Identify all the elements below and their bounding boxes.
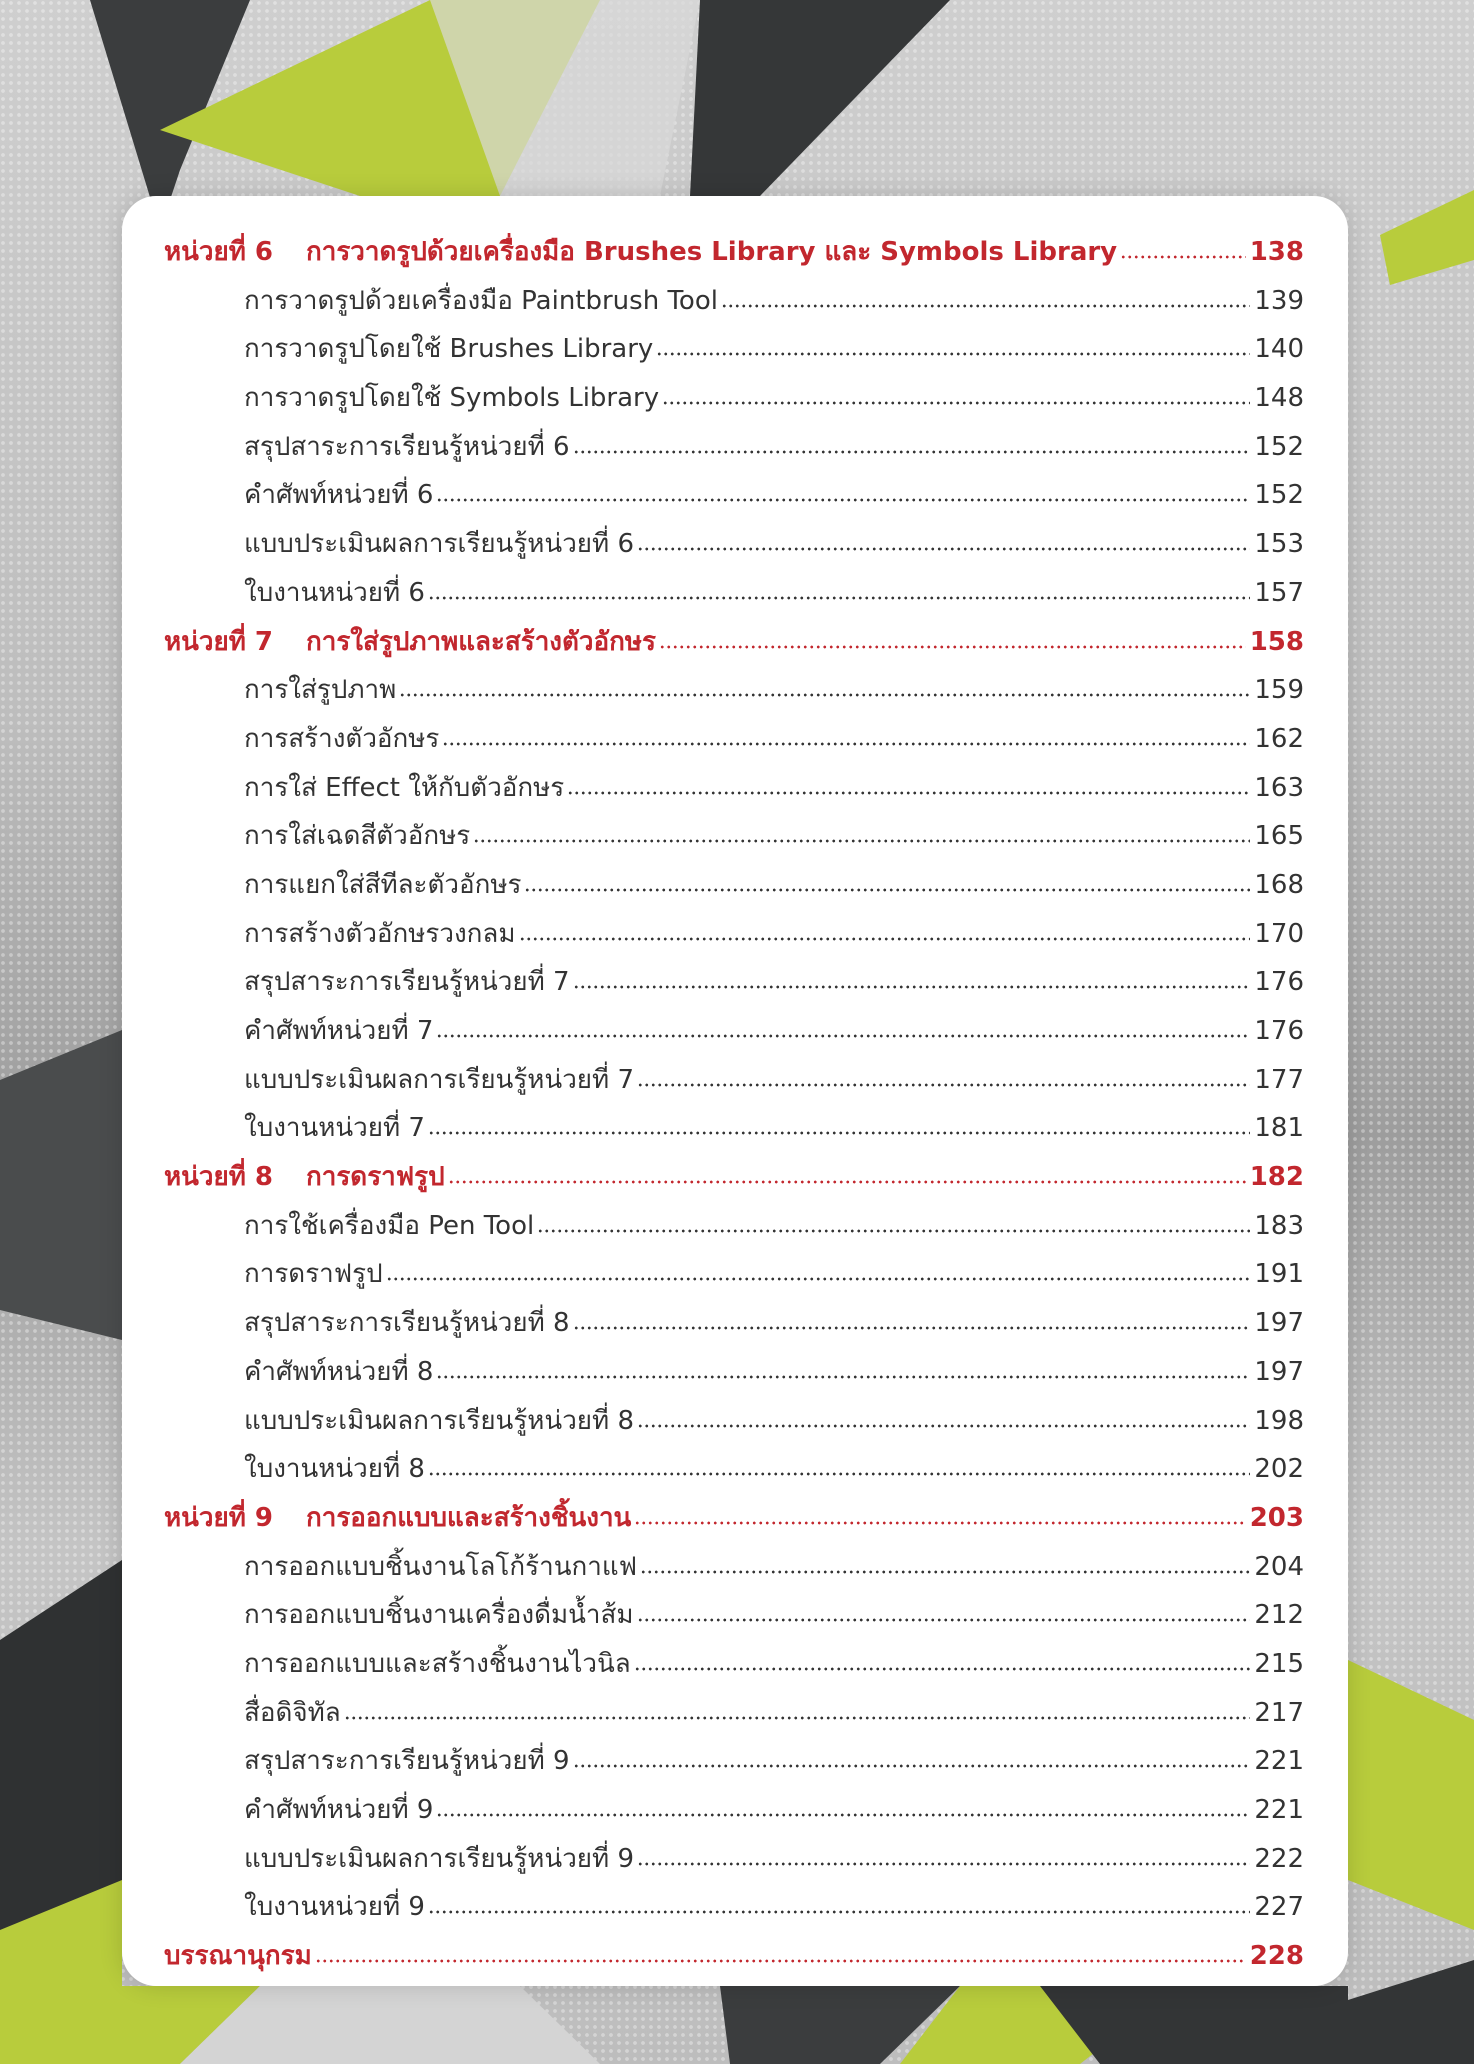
toc-entry[interactable] [164, 764, 1304, 813]
toc-unit-number: หน่วยที่ 8 [164, 1162, 274, 1193]
toc-entry[interactable] [164, 1591, 1304, 1640]
dot-leader [634, 1521, 1245, 1525]
dot-leader [399, 693, 1250, 697]
dot-leader [637, 547, 1250, 551]
dot-leader [519, 937, 1251, 941]
dot-leader [721, 304, 1250, 308]
toc-page-number: 197 [1254, 1308, 1304, 1339]
dot-leader [573, 450, 1251, 454]
toc-entry[interactable] [164, 1543, 1304, 1592]
toc-entry[interactable] [164, 1056, 1304, 1105]
toc-entry-title: การใส่รูปภาพและสร้างตัวอักษร [306, 626, 656, 657]
toc-entry-title: แบบประเมินผลการเรียนรู้หน่วยที่ 9 [244, 1843, 634, 1874]
toc-entry-title: แบบประเมินผลการเรียนรู้หน่วยที่ 6 [244, 529, 634, 560]
dot-leader [659, 645, 1246, 649]
toc-entry-title: การสร้างตัวอักษร [244, 723, 440, 754]
table-of-contents [164, 228, 1304, 1981]
toc-entry-title: การแยกใส่สีทีละตัวอักษร [244, 869, 522, 900]
toc-entry-title: การวาดรูปด้วยเครื่องมือ Brushes Library และ Symbols Library [306, 237, 1118, 267]
dot-leader [448, 1180, 1246, 1184]
toc-page-number: 170 [1254, 918, 1304, 949]
toc-entry[interactable] [164, 812, 1304, 861]
toc-page-number: 197 [1254, 1356, 1304, 1387]
toc-unit-number: หน่วยที่ 7 [164, 626, 274, 657]
toc-page-number: 139 [1254, 285, 1304, 316]
toc-entry[interactable] [164, 1250, 1304, 1299]
toc-page-number: 152 [1254, 480, 1304, 511]
toc-unit-heading[interactable] [164, 618, 1304, 667]
dot-leader [662, 401, 1250, 405]
toc-page-number: 221 [1254, 1795, 1304, 1825]
dot-leader [386, 1277, 1251, 1281]
dot-leader [573, 1764, 1251, 1768]
toc-entry[interactable] [164, 1104, 1304, 1153]
toc-unit-heading[interactable] [164, 1932, 1304, 1981]
toc-entry[interactable] [164, 1689, 1304, 1738]
toc-page-number: 183 [1254, 1210, 1304, 1241]
toc-entry-title: การวาดรูปโดยใช้ Symbols Library [244, 383, 660, 414]
toc-page-number: 152 [1254, 431, 1304, 462]
toc-entry[interactable] [164, 1202, 1304, 1251]
dot-leader [473, 839, 1250, 843]
toc-page-number: 227 [1254, 1892, 1304, 1923]
bg-shape-green-right-lower [1348, 1660, 1474, 1930]
dot-leader [524, 888, 1250, 892]
toc-page-number: 157 [1254, 577, 1304, 608]
toc-entry-title: คำศัพท์หน่วยที่ 8 [244, 1356, 434, 1387]
toc-page-number: 158 [1249, 626, 1304, 657]
toc-entry-title: การสร้างตัวอักษรวงกลม [244, 918, 516, 949]
toc-entry[interactable] [164, 277, 1304, 326]
dot-leader [637, 1083, 1250, 1087]
dot-leader [573, 1326, 1251, 1330]
toc-entry[interactable] [164, 1835, 1304, 1884]
toc-page-number: 217 [1254, 1697, 1304, 1728]
dot-leader [634, 1667, 1251, 1671]
toc-entry-title: ใบงานหน่วยที่ 8 [244, 1454, 425, 1485]
dot-leader [537, 1229, 1250, 1233]
toc-entry[interactable] [164, 325, 1304, 374]
toc-entry-title: สรุปสาระการเรียนรู้หน่วยที่ 9 [244, 1746, 570, 1777]
toc-page-number: 215 [1254, 1648, 1304, 1679]
toc-entry-title: การวาดรูปด้วยเครื่องมือ Paintbrush Tool [244, 285, 718, 316]
toc-page-number: 148 [1254, 383, 1304, 414]
toc-unit-heading[interactable] [164, 1494, 1304, 1543]
toc-page-number: 181 [1254, 1113, 1304, 1144]
toc-entry[interactable] [164, 1737, 1304, 1786]
dot-leader [344, 1716, 1251, 1720]
dot-leader [315, 1959, 1246, 1963]
toc-entry[interactable] [164, 1348, 1304, 1397]
toc-page-number: 176 [1254, 1016, 1304, 1046]
bg-shape-dark-top-right [690, 0, 950, 196]
toc-entry[interactable] [164, 1299, 1304, 1348]
toc-page-number: 202 [1254, 1454, 1304, 1485]
toc-page-number: 162 [1254, 723, 1304, 754]
toc-entry-title: ใบงานหน่วยที่ 6 [244, 577, 425, 608]
dot-leader [436, 498, 1250, 502]
toc-entry-title: การใช้เครื่องมือ Pen Tool [244, 1210, 535, 1241]
toc-entry-title: แบบประเมินผลการเรียนรู้หน่วยที่ 7 [244, 1064, 634, 1095]
toc-entry[interactable] [164, 471, 1304, 520]
dot-leader [428, 1910, 1250, 1914]
toc-page-number: 222 [1254, 1843, 1304, 1874]
toc-page-number: 212 [1254, 1600, 1304, 1631]
toc-entry-title: สื่อดิจิทัล [244, 1697, 341, 1728]
toc-entry[interactable] [164, 666, 1304, 715]
toc-entry-title: แบบประเมินผลการเรียนรู้หน่วยที่ 8 [244, 1405, 634, 1436]
toc-page-number: 182 [1249, 1162, 1304, 1193]
toc-entry[interactable] [164, 1883, 1304, 1932]
toc-page-number: 159 [1254, 675, 1304, 706]
toc-entry-title: การออกแบบชิ้นงานเครื่องดื่มน้ำส้ม [244, 1600, 634, 1631]
toc-entry[interactable] [164, 423, 1304, 472]
toc-page-number: 191 [1254, 1259, 1304, 1290]
toc-page-number: 163 [1254, 772, 1304, 803]
toc-entry[interactable] [164, 715, 1304, 764]
toc-entry[interactable] [164, 1007, 1304, 1056]
toc-page-number: 153 [1254, 529, 1304, 560]
toc-page-number: 204 [1254, 1551, 1304, 1582]
dot-leader [436, 1375, 1250, 1379]
toc-entry-title: สรุปสาระการเรียนรู้หน่วยที่ 6 [244, 431, 570, 462]
dot-leader [436, 1034, 1250, 1038]
toc-entry[interactable] [164, 1786, 1304, 1835]
toc-entry-title: สรุปสาระการเรียนรู้หน่วยที่ 7 [244, 967, 570, 998]
toc-entry-title: การใส่ Effect ให้กับตัวอักษร [244, 772, 565, 803]
bg-shape-dark-left [0, 1030, 122, 1340]
dot-leader [656, 352, 1250, 356]
toc-entry-title: การดราฟรูป [306, 1162, 445, 1193]
toc-entry-title: บรรณานุกรม [164, 1941, 312, 1972]
toc-entry[interactable] [164, 520, 1304, 569]
dot-leader [428, 596, 1250, 600]
toc-entry-title: การออกแบบชิ้นงานโลโก้ร้านกาแฟ [244, 1551, 637, 1582]
toc-unit-heading[interactable] [164, 1153, 1304, 1202]
toc-entry-title: สรุปสาระการเรียนรู้หน่วยที่ 8 [244, 1308, 570, 1339]
toc-entry[interactable] [164, 1397, 1304, 1446]
toc-entry-title: คำศัพท์หน่วยที่ 6 [244, 480, 434, 511]
toc-page-number: 221 [1254, 1746, 1304, 1777]
toc-entry-title: การใส่รูปภาพ [244, 675, 397, 706]
toc-page-number: 198 [1254, 1405, 1304, 1436]
bg-shape-green-right [1380, 190, 1474, 285]
toc-entry[interactable] [164, 1445, 1304, 1494]
dot-leader [567, 791, 1250, 795]
toc-unit-number: หน่วยที่ 9 [164, 1502, 274, 1533]
dot-leader [640, 1570, 1250, 1574]
dot-leader [428, 1472, 1250, 1476]
toc-page-number: 140 [1254, 334, 1304, 365]
toc-page-number: 203 [1249, 1502, 1304, 1533]
toc-entry[interactable] [164, 958, 1304, 1007]
toc-entry-title: ใบงานหน่วยที่ 9 [244, 1892, 425, 1923]
dot-leader [573, 985, 1251, 989]
toc-unit-heading[interactable] [164, 228, 1304, 277]
toc-entry-title: การวาดรูปโดยใช้ Brushes Library [244, 334, 654, 365]
toc-page-number: 176 [1254, 967, 1304, 998]
toc-entry-title: คำศัพท์หน่วยที่ 9 [244, 1795, 434, 1825]
toc-entry-title: ใบงานหน่วยที่ 7 [244, 1113, 425, 1144]
toc-entry[interactable] [164, 910, 1304, 959]
toc-page-number: 138 [1249, 237, 1304, 267]
dot-leader [637, 1862, 1250, 1866]
dot-leader [637, 1618, 1251, 1622]
toc-entry-title: การดราฟรูป [244, 1259, 383, 1290]
dot-leader [436, 1813, 1250, 1817]
toc-entry-title: คำศัพท์หน่วยที่ 7 [244, 1016, 434, 1046]
dot-leader [442, 742, 1250, 746]
toc-entry-title: การออกแบบและสร้างชิ้นงานไวนิล [244, 1648, 631, 1679]
toc-page-number: 228 [1249, 1941, 1304, 1972]
toc-page-number: 177 [1254, 1064, 1304, 1095]
dot-leader [428, 1131, 1250, 1135]
toc-entry[interactable] [164, 569, 1304, 618]
dot-leader [1120, 255, 1246, 259]
toc-entry[interactable] [164, 374, 1304, 423]
toc-page-number: 168 [1254, 869, 1304, 900]
dot-leader [637, 1424, 1250, 1428]
toc-page-number: 165 [1254, 821, 1304, 852]
toc-entry-title: การใส่เฉดสีตัวอักษร [244, 821, 471, 852]
toc-entry-title: การออกแบบและสร้างชิ้นงาน [306, 1502, 632, 1533]
toc-unit-number: หน่วยที่ 6 [164, 237, 274, 267]
toc-entry[interactable] [164, 861, 1304, 910]
toc-entry[interactable] [164, 1640, 1304, 1689]
toc-card [122, 196, 1348, 1986]
